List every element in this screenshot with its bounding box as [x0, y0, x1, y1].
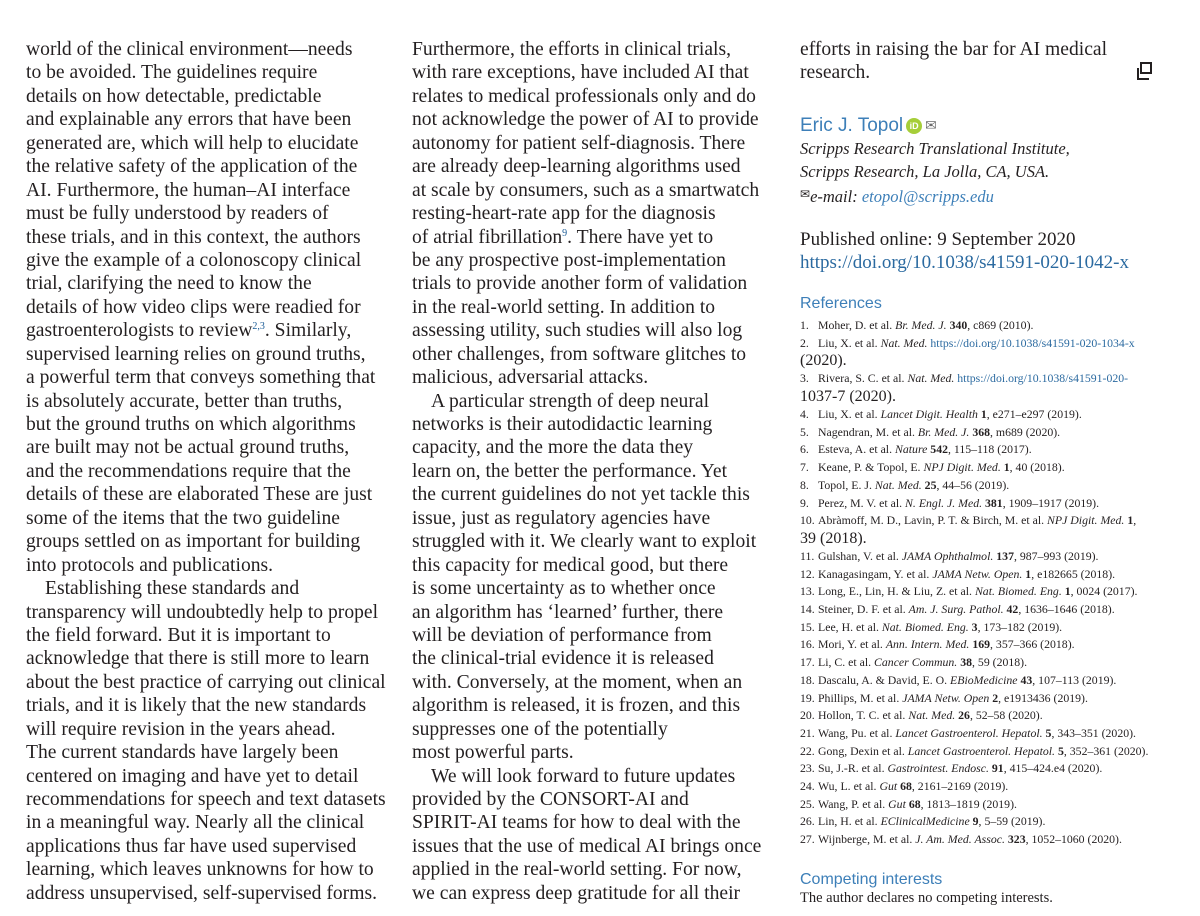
text-line: applications thus far have used supervised — [26, 835, 357, 857]
copy-icon[interactable] — [1140, 62, 1152, 74]
text-line: malicious, adversarial attacks. — [412, 367, 649, 389]
text-line: this capacity for medical good, but there — [412, 554, 729, 576]
text-line: are built may not be actual ground truths, — [26, 437, 350, 459]
text-line: algorithm is released, it is frozen, and this — [412, 695, 741, 717]
text-line: The current standards have largely been — [26, 742, 339, 764]
reference-item: 11. Gulshan, V. et al. JAMA Ophthalmol. 137, 987–993 (2019). — [800, 548, 1099, 563]
text-line: is absolutely accurate, better than truths, — [26, 390, 343, 412]
reference-item-continuation: 1037-7 (2020). — [800, 387, 896, 405]
reference-item: 26. Lin, H. et al. EClinicalMedicine 9, 5–59 (2019). — [800, 814, 1046, 829]
reference-item: 2. Liu, X. et al. Nat. Med. https://doi.org/10.1038/s41591-020-1034-x — [800, 335, 1135, 350]
published-date: Published online: 9 September 2020 — [800, 228, 1076, 250]
text-line: A particular strength of deep neural — [431, 390, 710, 412]
text-line: in a meaningful way. Nearly all the clinical — [26, 812, 365, 834]
affiliation-line-1: Scripps Research Translational Institute, — [800, 138, 1070, 158]
text-line: autonomy for patient self-diagnosis. There — [412, 132, 746, 154]
text-line: are already deep-learning algorithms used — [412, 156, 741, 178]
text-line: not acknowledge the power of AI to provide — [412, 109, 759, 131]
text-line: learn on, the better the performance. Yet — [412, 460, 728, 482]
text-line: We will look forward to future updates — [431, 765, 736, 787]
reference-item: 3. Rivera, S. C. et al. Nat. Med. https://doi.org/10.1038/s41591-020- — [800, 371, 1129, 386]
sidebar-column — [800, 38, 1185, 908]
text-line: Furthermore, the efforts in clinical trials, — [412, 39, 732, 60]
text-line: learning, which leaves unknowns for how to — [26, 859, 374, 881]
reference-item: 4. Liu, X. et al. Lancet Digit. Health 1, e271–e297 (2019). — [800, 406, 1082, 421]
text-line: about the best practice of carrying out clinical — [26, 671, 386, 693]
reference-item: 27. Wijnberge, M. et al. J. Am. Med. Assoc. 323, 1052–1060 (2020). — [800, 832, 1122, 847]
reference-item: 6. Esteva, A. et al. Nature 542, 115–118 (2017). — [800, 442, 1032, 457]
reference-item: 15. Lee, H. et al. Nat. Biomed. Eng. 3, 173–182 (2019). — [800, 619, 1063, 634]
competing-interests-text: The author declares no competing interests. — [800, 889, 1053, 906]
body-column-2 — [412, 38, 784, 905]
reference-link[interactable]: https://doi.org/10.1038/s41591-020- — [957, 371, 1129, 386]
text-line: but the ground truths on which algorithms — [26, 414, 356, 435]
reference-item: 24. Wu, L. et al. Gut 68, 2161–2169 (2019). — [800, 779, 1009, 794]
text-line: some of the items that the two guideline — [26, 507, 340, 529]
text-line: the relative safety of the application of the — [26, 156, 358, 178]
reference-item: 25. Wang, P. et al. Gut 68, 1813–1819 (2019). — [800, 796, 1017, 811]
text-line: centered on imaging and have yet to detail — [26, 765, 359, 787]
text-line: applied in the real-world setting. For now, — [412, 859, 742, 881]
text-line: AI. Furthermore, the human–AI interface — [26, 179, 351, 201]
references-list — [800, 317, 1185, 849]
reference-item: 14. Steiner, D. F. et al. Am. J. Surg. Pathol. 42, 1636–1646 (2018). — [800, 602, 1115, 617]
envelope-icon[interactable]: ✉ — [925, 117, 937, 134]
text-line: the current guidelines do not yet tackle this — [412, 484, 750, 506]
text-line: must be fully understood by readers of — [26, 203, 329, 225]
reference-item: 10. Abràmoff, M. D., Lavin, P. T. & Birch, M. et al. NPJ Digit. Med. 1, — [800, 513, 1137, 528]
text-line: trial, clarifying the need to know the — [26, 273, 312, 295]
text-line: most powerful parts. — [412, 742, 574, 764]
competing-interests-heading: Competing interests — [800, 870, 943, 888]
text-line: with rare exceptions, have included AI that — [412, 62, 749, 84]
text-line: generated are, which will help to elucidate — [26, 132, 359, 154]
text-line: relates to medical professionals only and do — [412, 85, 756, 107]
reference-item: 13. Long, E., Lin, H. & Liu, Z. et al. Nat. Biomed. Eng. 1, 0024 (2017). — [800, 584, 1138, 599]
reference-item: 17. Li, C. et al. Cancer Commun. 38, 59 (2018). — [800, 655, 1028, 670]
orcid-icon[interactable]: iD — [906, 118, 922, 134]
text-line: we can express deep gratitude for all their — [412, 882, 741, 904]
affiliation-line-2: Scripps Research, La Jolla, CA, USA. — [800, 161, 1050, 181]
text-line: acknowledge that there is still more to learn — [26, 648, 370, 670]
column3-top-text — [800, 38, 1185, 85]
text-line: struggled with it. We clearly want to exploit — [412, 531, 757, 553]
text-line: is some uncertainty as to whether once — [412, 578, 716, 600]
text-line: details on how detectable, predictable — [26, 85, 322, 107]
reference-link[interactable]: https://doi.org/10.1038/s41591-020-1034-x — [930, 335, 1135, 350]
text-line: be any prospective post-implementation — [412, 249, 726, 271]
text-line: details of these are elaborated These are just — [26, 484, 373, 506]
text-line: these trials, and in this context, the authors — [26, 226, 361, 248]
email-envelope-icon: ✉ — [800, 186, 811, 201]
text-line: will be deviation of performance from — [412, 624, 712, 646]
text-line: a powerful term that conveys something that — [26, 367, 376, 389]
text-line: recommendations for speech and text datasets — [26, 789, 386, 810]
text-line: efforts in raising the bar for AI medical — [800, 39, 1108, 60]
text-line: SPIRIT-AI teams for how to deal with the — [412, 812, 741, 834]
reference-item: 12. Kanagasingam, Y. et al. JAMA Netw. Open. 1, e182665 (2018). — [800, 566, 1116, 581]
reference-item: 8. Topol, E. J. Nat. Med. 25, 44–56 (2019). — [800, 477, 1010, 492]
text-line: issues that the use of medical AI brings once — [412, 835, 762, 857]
text-line: Establishing these standards and — [45, 578, 300, 600]
citation-superscript[interactable]: 9 — [562, 227, 568, 239]
reference-item-continuation: (2020). — [800, 352, 847, 370]
text-line: assessing utility, such studies will also log — [412, 320, 743, 342]
text-line: into protocols and publications. — [26, 554, 274, 576]
text-line: give the example of a colonoscopy clinical — [26, 249, 362, 271]
text-line: groups settled on as important for building — [26, 531, 361, 553]
text-line: the field forward. But it is important to — [26, 624, 331, 646]
body-column-1 — [26, 38, 398, 905]
text-line: the clinical-trial evidence it is released — [412, 648, 714, 670]
text-line: transparency will undoubtedly help to propel — [26, 601, 379, 623]
email-label: e-mail: — [810, 186, 862, 206]
author-row — [800, 115, 1185, 137]
text-line: details of how video clips were readied for — [26, 296, 361, 318]
text-line: gastroenterologists to review$^{2,3}$. Similarly, — [26, 320, 352, 342]
text-line: and explainable any errors that have been — [26, 109, 352, 131]
text-line: with. Conversely, at the moment, when an — [412, 671, 743, 693]
text-line: to be avoided. The guidelines require — [26, 62, 318, 84]
reference-item: 21. Wang, Pu. et al. Lancet Gastroenterol. Hepatol. 5, 343–351 (2020). — [800, 725, 1136, 740]
text-line: capacity, and the more the data they — [412, 437, 694, 459]
text-line: suppresses one of the potentially — [412, 718, 668, 740]
reference-item: 1. Moher, D. et al. Br. Med. J. 340, c869 (2010). — [800, 317, 1034, 332]
text-line: and the recommendations require that the — [26, 460, 351, 482]
reference-item: 9. Perez, M. V. et al. N. Engl. J. Med. 381, 1909–1917 (2019). — [800, 495, 1100, 510]
reference-item: 5. Nagendran, M. et al. Br. Med. J. 368, m689 (2020). — [800, 424, 1061, 439]
text-line: issue, just as regulatory agencies have — [412, 507, 711, 529]
text-line: supervised learning relies on ground truths, — [26, 343, 366, 365]
reference-item: 19. Phillips, M. et al. JAMA Netw. Open 2, e1913436 (2019). — [800, 690, 1088, 705]
reference-item: 20. Hollon, T. C. et al. Nat. Med. 26, 52–58 (2020). — [800, 708, 1043, 723]
author-name[interactable]: Eric J. Topol — [800, 114, 904, 136]
text-line: of atrial fibrillation$^9$. There have yet to — [412, 226, 714, 248]
email-link[interactable]: etopol@scripps.edu — [861, 186, 994, 206]
references-heading: References — [800, 294, 882, 312]
text-line: address unsupervised, self-supervised forms. — [26, 882, 377, 904]
text-line: networks is their autodidactic learning — [412, 414, 713, 435]
text-line: provided by the CONSORT-AI and — [412, 789, 689, 810]
text-line: will require revision in the years ahead. — [26, 718, 336, 740]
text-line: in the real-world setting. In addition to — [412, 296, 716, 318]
text-line: trials, and it is likely that the new standards — [26, 695, 367, 717]
email-line — [800, 183, 1185, 208]
reference-link[interactable]: 1037-7 — [800, 387, 846, 405]
text-line: trials to provide another form of validation — [412, 273, 748, 295]
citation-superscript[interactable]: 2,3 — [252, 321, 265, 333]
text-line: an algorithm has ‘learned’ further, there — [412, 601, 724, 623]
reference-item: 18. Dascalu, A. & David, E. O. EBioMedicine 43, 107–113 (2019). — [800, 672, 1117, 687]
reference-item: 16. Mori, Y. et al. Ann. Intern. Med. 169, 357–366 (2018). — [800, 637, 1075, 652]
text-line: other challenges, from software glitches to — [412, 343, 747, 365]
doi-link[interactable]: https://doi.org/10.1038/s41591-020-1042-x — [800, 252, 1129, 274]
text-line: resting-heart-rate app for the diagnosis — [412, 203, 716, 225]
reference-item: 7. Keane, P. & Topol, E. NPJ Digit. Med. 1, 40 (2018). — [800, 460, 1065, 475]
reference-item-continuation: 39 (2018). — [800, 529, 867, 547]
text-line: world of the clinical environment—needs — [26, 39, 353, 60]
reference-item: 23. Su, J.-R. et al. Gastrointest. Endosc. 91, 415–424.e4 (2020). — [800, 761, 1103, 776]
text-line: at scale by consumers, such as a smartwatch — [412, 179, 760, 201]
text-line: research. — [800, 62, 871, 84]
reference-item: 22. Gong, Dexin et al. Lancet Gastroenterol. Hepatol. 5, 352–361 (2020). — [800, 743, 1149, 758]
